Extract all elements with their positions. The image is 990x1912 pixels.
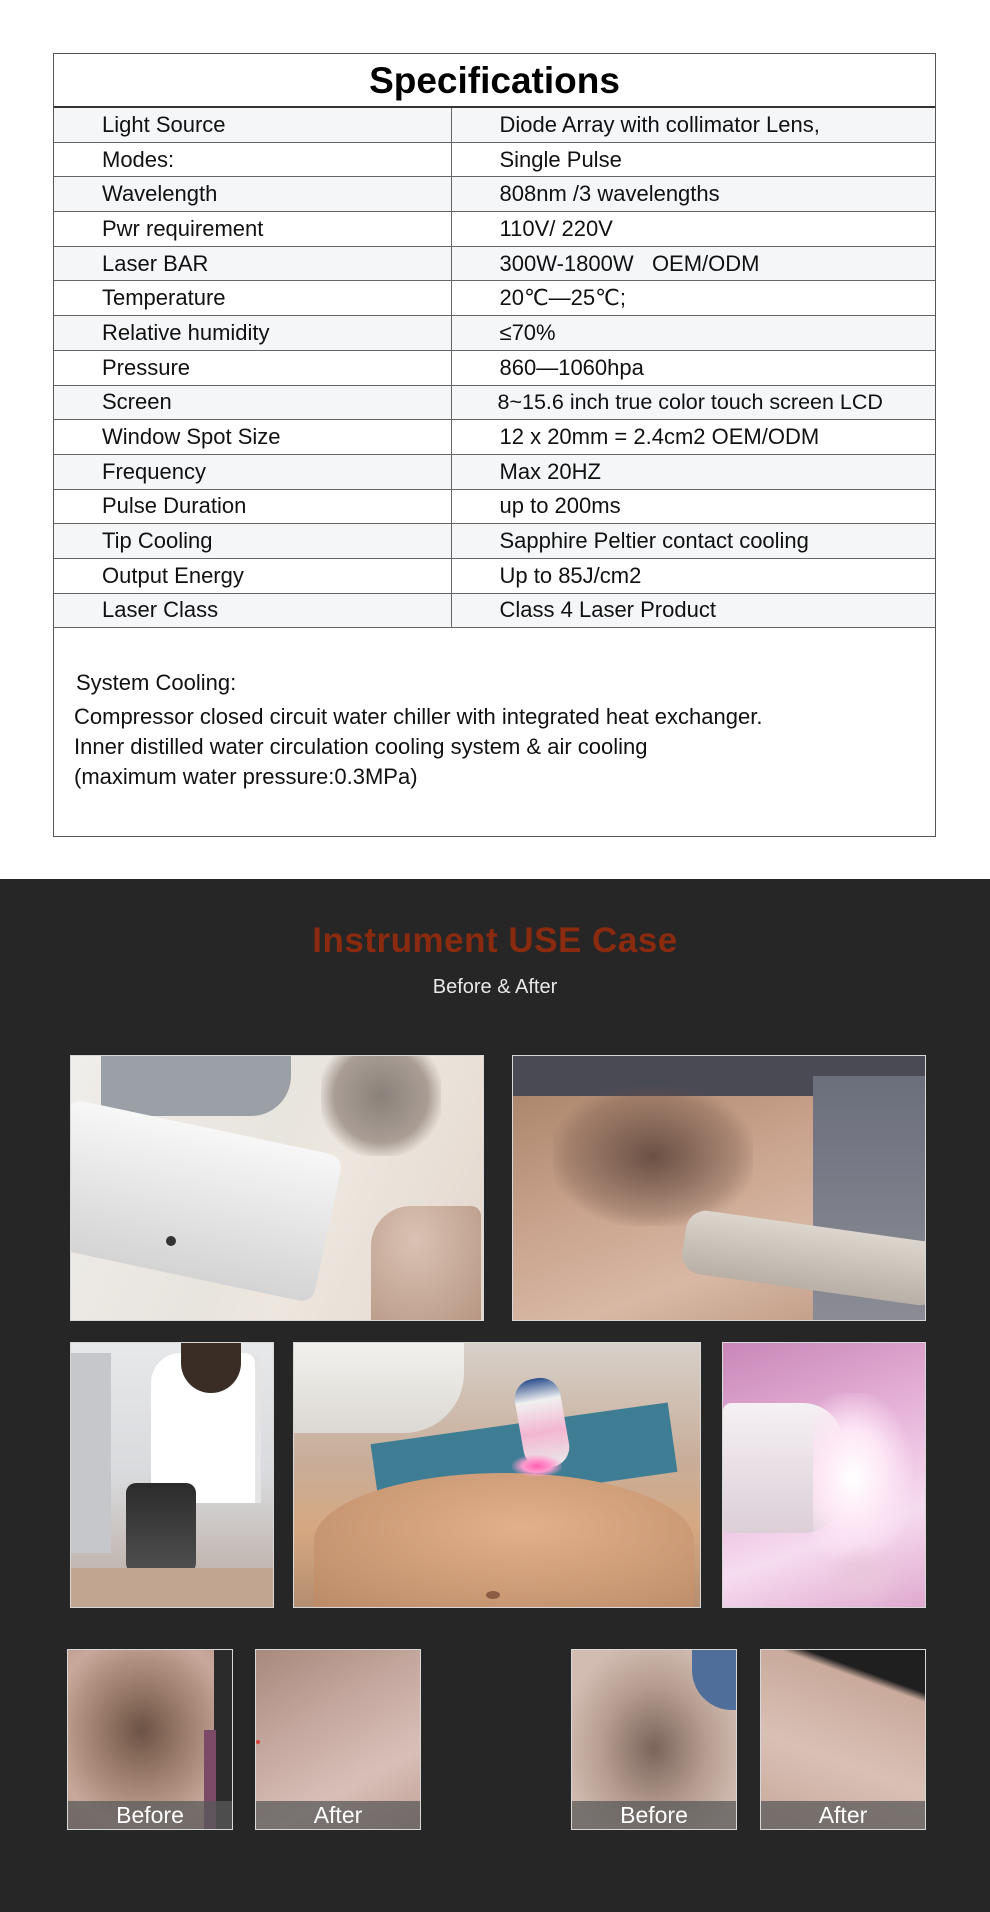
after-label: After: [256, 1801, 420, 1829]
spec-label: Output Energy: [54, 558, 451, 593]
spec-row: [54, 489, 935, 524]
specifications-title: Specifications: [54, 54, 935, 108]
spec-label: Screen: [54, 385, 451, 420]
spec-label: Pwr requirement: [54, 212, 451, 247]
spec-value: Sapphire Peltier contact cooling: [451, 524, 935, 559]
spec-value: 860—1060hpa: [451, 350, 935, 385]
treatment-photo-underarm-hair: [512, 1055, 926, 1321]
before-photo: [67, 1649, 233, 1830]
spec-label: Window Spot Size: [54, 420, 451, 455]
spec-label: Laser BAR: [54, 246, 451, 281]
spec-value: Max 20HZ: [451, 454, 935, 489]
spec-row: [54, 108, 935, 142]
spec-label: Pressure: [54, 350, 451, 385]
spec-row: [54, 593, 935, 628]
treatment-photo-pink-light: [722, 1342, 926, 1608]
spec-value: 8~15.6 inch true color touch screen LCD: [451, 385, 935, 420]
use-case-subtitle: Before & After: [432, 976, 558, 998]
before-label: Before: [572, 1801, 736, 1829]
spec-value: 808nm /3 wavelengths: [451, 177, 935, 212]
treatment-photo-operator-legs: [70, 1342, 274, 1608]
after-photo: [255, 1649, 421, 1830]
spec-row: [54, 142, 935, 177]
spec-value: 110V/ 220V: [451, 212, 935, 247]
spec-label: Wavelength: [54, 177, 451, 212]
spec-value: Diode Array with collimator Lens,: [451, 108, 935, 142]
spec-row: [54, 524, 935, 559]
system-cooling-notes: [54, 628, 935, 792]
spec-row: [54, 454, 935, 489]
system-cooling-line: Compressor closed circuit water chiller with integrated heat exchanger.: [74, 704, 763, 730]
spec-value: ≤70%: [451, 316, 935, 351]
spec-label: Modes:: [54, 142, 451, 177]
after-photo: [760, 1649, 926, 1830]
spec-label: Tip Cooling: [54, 524, 451, 559]
specifications-panel: [53, 53, 936, 837]
system-cooling-line: Inner distilled water circulation cooling system & air cooling: [74, 734, 648, 760]
after-label: After: [761, 1801, 925, 1829]
spec-row: [54, 246, 935, 281]
spec-label: Relative humidity: [54, 316, 451, 351]
spec-value: up to 200ms: [451, 489, 935, 524]
spec-label: Pulse Duration: [54, 489, 451, 524]
spec-row: [54, 281, 935, 316]
system-cooling-line: (maximum water pressure:0.3MPa): [74, 764, 418, 790]
spec-row: [54, 420, 935, 455]
use-case-title: Instrument USE Case: [312, 921, 678, 960]
treatment-photo-underarm-handpiece: [70, 1055, 484, 1321]
spec-value: 20℃—25℃;: [451, 281, 935, 316]
spec-value: Single Pulse: [451, 142, 935, 177]
spec-row: [54, 316, 935, 351]
spec-value: Up to 85J/cm2: [451, 558, 935, 593]
spec-row: [54, 212, 935, 247]
system-cooling-heading: System Cooling:: [76, 670, 237, 696]
specifications-table: [54, 108, 935, 628]
spec-value: 12 x 20mm = 2.4cm2 OEM/ODM: [451, 420, 935, 455]
spec-row: [54, 350, 935, 385]
spec-row: [54, 385, 935, 420]
before-photo: [571, 1649, 737, 1830]
before-label: Before: [68, 1801, 232, 1829]
spec-row: [54, 177, 935, 212]
spec-value: 300W-1800W OEM/ODM: [451, 246, 935, 281]
use-case-section: [0, 879, 990, 1912]
spec-label: Frequency: [54, 454, 451, 489]
spec-value: Class 4 Laser Product: [451, 593, 935, 628]
spec-label: Laser Class: [54, 593, 451, 628]
spec-label: Light Source: [54, 108, 451, 142]
treatment-photo-abdomen-laser: [293, 1342, 701, 1608]
spec-row: [54, 558, 935, 593]
spec-label: Temperature: [54, 281, 451, 316]
